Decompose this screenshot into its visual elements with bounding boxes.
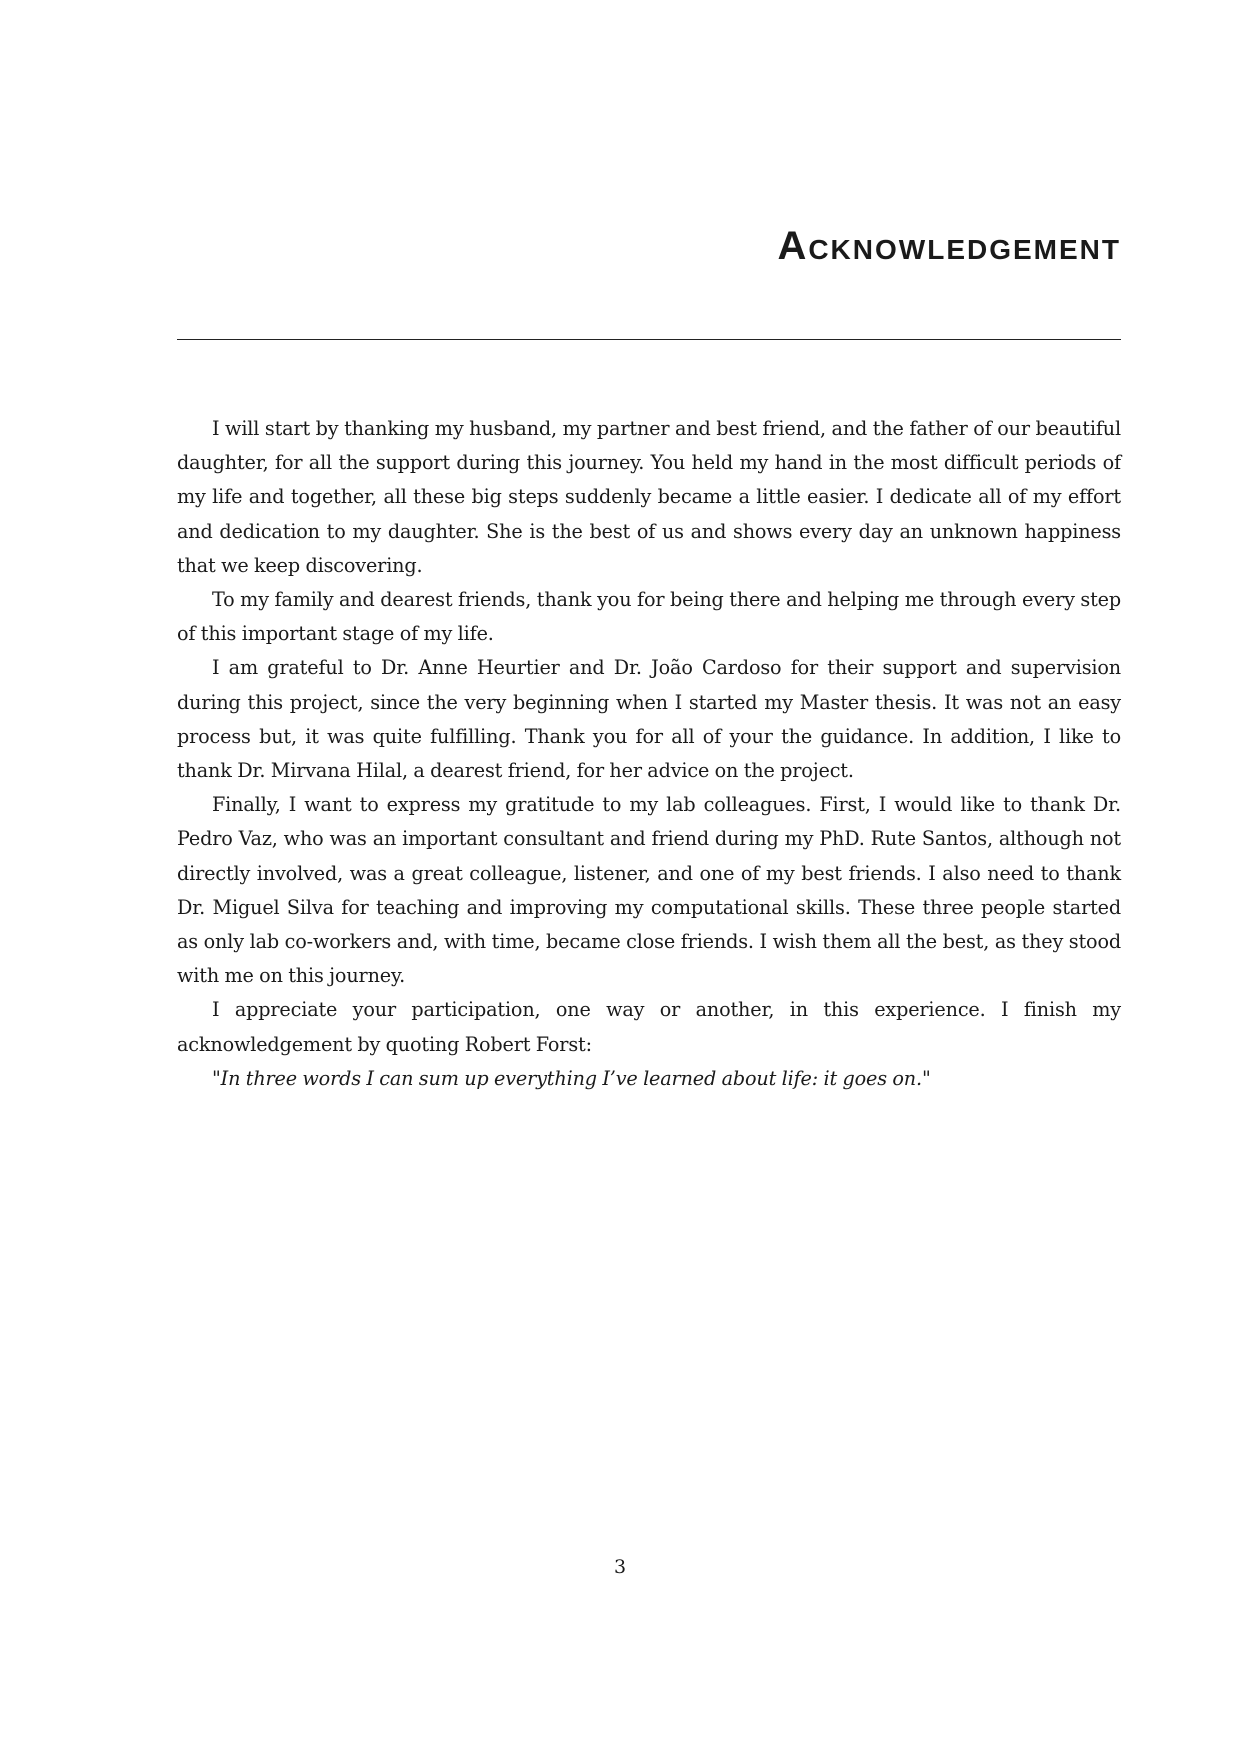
acknowledgement-body [177, 412, 1121, 1096]
closing-quote: "In three words I can sum up everything I’ve learned about life: it goes on." [212, 1066, 931, 1090]
paragraph-closing: I appreciate your participation, one way or another, in this experience. I finish my acknowledgement by quoting Robert Forst: [177, 998, 1121, 1056]
paragraph-family: To my family and dearest friends, thank you for being there and helping me through every step of this important stage of my life. [177, 588, 1121, 646]
paragraph-husband: I will start by thanking my husband, my partner and best friend, and the father of our beautiful daughter, for all the support during this journey. You held my hand in the most difficult periods of my life and together, all these big steps suddenly became a little easier. I dedicate all of my effort and dedication to my daughter. She is the best of us and shows every day an unknown happiness that we keep discovering. [177, 417, 1121, 577]
page-title: Acknowledgement [777, 224, 1121, 268]
page-number: 3 [613, 1556, 627, 1578]
title-divider [177, 339, 1121, 340]
paragraph-colleagues: Finally, I want to express my gratitude to my lab colleagues. First, I would like to thank Dr. Pedro Vaz, who was an important consultant and friend during my PhD. Rute Santos, although not directly involved, was a great colleague, listener, and one of my best friends. I also need to thank Dr. Miguel Silva for teaching and improving my computational skills. These three people started as only lab co-workers and, with time, became close friends. I wish them all the best, as they stood with me on this journey. [177, 793, 1121, 988]
paragraph-supervisors: I am grateful to Dr. Anne Heurtier and Dr. João Cardoso for their support and supervision during this project, since the very beginning when I started my Master thesis. It was not an easy process but, it was quite fulfilling. Thank you for all of your the guidance. In addition, I like to thank Dr. Mirvana Hilal, a dearest friend, for her advice on the project. [177, 656, 1121, 783]
